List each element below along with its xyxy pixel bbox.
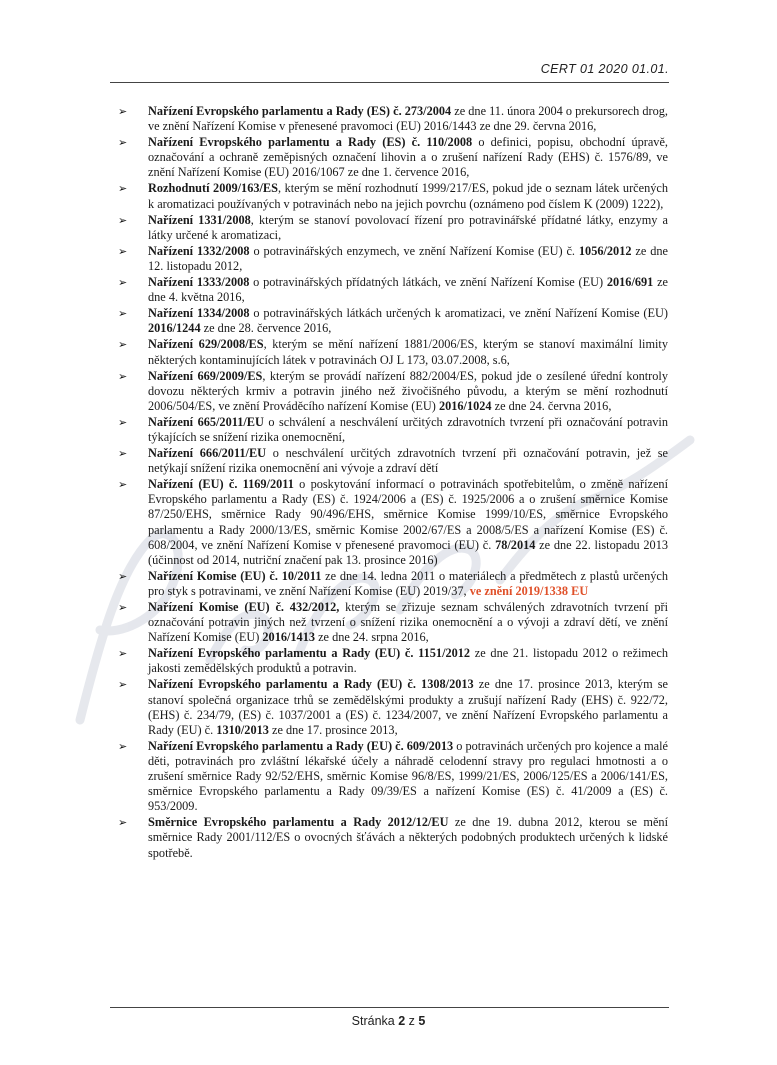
header-divider [110, 82, 669, 83]
regulation-text: ze dne 24. srpna 2016, [315, 630, 429, 645]
regulation-ref: Nařízení 665/2011/EU [148, 414, 264, 429]
regulation-text: ze dne 14. ledna 2011 o materiálech a předmětech z plastů určených pro styk s potravinami, ve znění Nařízení Komise (EU) 2019/37, [148, 568, 668, 598]
arrow-bullet-icon: ➢ [118, 447, 128, 461]
regulation-text: ze dne 17. prosince 2013, [268, 722, 398, 737]
list-item [118, 477, 668, 568]
regulation-text: o neschválení určitých zdravotních tvrzení při označování potravin, jež se netýkají snížení rizika onemocnění ani vývoje a zdraví dětí [148, 446, 668, 476]
list-item [118, 569, 668, 599]
footer-separator: z [405, 1014, 419, 1028]
list-item [118, 306, 668, 336]
regulation-ref: Nařízení Komise (EU) č. 432/2012, [148, 600, 340, 614]
regulation-ref: Směrnice Evropského parlamentu a Rady 2012/12/EU [148, 815, 449, 830]
regulation-ref: Nařízení Evropského parlamentu a Rady (ES) č. 273/2004 [148, 104, 452, 118]
arrow-bullet-icon: ➢ [118, 816, 128, 830]
arrow-bullet-icon: ➢ [118, 136, 128, 150]
arrow-bullet-icon: ➢ [118, 307, 128, 321]
list-item [118, 739, 668, 814]
arrow-bullet-icon: ➢ [118, 182, 128, 196]
regulation-ref: Nařízení 1333/2008 [148, 275, 250, 290]
regulation-text: ze dne 21. listopadu 2012 o režimech jakosti zemědělských produktů a potravin. [148, 646, 668, 676]
regulation-ref: Nařízení Evropského parlamentu a Rady (EU) č. 1151/2012 [148, 646, 471, 661]
regulation-text: o potravinářských látkách určených k aromatizaci, ve znění Nařízení Komise (EU) [249, 306, 668, 321]
regulation-text: ze dne 17. prosince 2013, kterým se stanoví společná organizace trhů se zemědělskými produkty a zrušují nařízení Rady (EHS) č. 922/72, (EHS) č. 234/79, (ES) č. 1037/2001 a (ES) č. 1234/2007, ve znění Nařízení Evropského parlamentu a Rady (EU) č. [148, 677, 669, 737]
regulation-ref: Nařízení 669/2009/ES [148, 368, 263, 383]
regulation-text: o poskytování informací o potravinách spotřebitelům, o změně nařízení Evropského parlamentu a Rady (ES) č. 1924/2006 a (ES) č. 1925/2006 a o zrušení směrnice Komise 87/250/EHS, směrnice Rady 90/496/EHS, směrnice Komise 1999/10/ES, směrnice Evropského parlamentu a Rady 2000/13/ES, směrnic Komise 2002/67/ES a 2008/5/ES a nařízení Komise (ES) č. 608/2004, ve znění Nařízení Komise v přenesené pravomoci (EU) č. [148, 477, 668, 552]
list-item [118, 213, 668, 243]
regulation-ref: 2016/1244 [148, 321, 201, 336]
arrow-bullet-icon: ➢ [118, 276, 128, 290]
regulation-text: , kterým se mění nařízení 1881/2006/ES, kterým se stanoví maximální limity některých kontaminujících látek v potravinách OJ L 173, 03.07.2008, s.6, [148, 337, 668, 367]
regulation-text: , kterým se mění rozhodnutí 1999/217/ES, pokud jde o seznam látek určených k aromatizaci používaných v potravinách nebo na jejich povrchu (oznámeno pod číslem K (2009) 1222), [148, 181, 668, 211]
arrow-bullet-icon: ➢ [118, 369, 128, 383]
regulation-text: o potravinách určených pro kojence a malé děti, potravinách pro zvláštní lékařské účely a náhradě celodenní stravy pro regulaci hmotnosti a o zrušení směrnice Rady 92/52/EHS, směrnic Komise 96/8/ES, 1999/21/ES, 2006/125/ES a 2006/141/ES, směrnice Evropského parlamentu a Rady 09/39/ES a nařízení Komise (ES) č. 41/2009 a (ES) č. 953/2009. [148, 738, 668, 814]
footer-page-number: 2 [398, 1014, 406, 1028]
regulation-text: kterým se zřizuje seznam schválených zdravotních tvrzení při označování potravin jiných než tvrzení o snížení rizika onemocnění a o vývoji a zdraví dětí, ve znění Nařízení Komise (EU) [148, 600, 668, 645]
arrow-bullet-icon: ➢ [118, 105, 128, 118]
list-item [118, 275, 668, 305]
footer-divider [110, 1007, 669, 1008]
regulation-text: ze dne 28. července 2016, [200, 321, 332, 336]
regulation-ref: Nařízení 629/2008/ES [148, 337, 264, 352]
regulation-ref: Nařízení Evropského parlamentu a Rady (ES) č. 110/2008 [148, 135, 473, 150]
list-item [118, 446, 668, 476]
regulation-ref: 2016/1024 [438, 398, 492, 413]
regulation-ref: Rozhodnutí 2009/163/ES [148, 181, 278, 196]
document-code: CERT 01 2020 01.01. [540, 62, 669, 76]
list-item [118, 415, 668, 445]
regulation-ref: 1310/2013 [216, 722, 269, 737]
regulation-text: o potravinářských přídatných látkách, ve znění Nařízení Komise (EU) [249, 275, 607, 290]
list-item [118, 244, 668, 274]
arrow-bullet-icon: ➢ [118, 244, 128, 258]
list-item [118, 677, 668, 737]
footer-page-total: 5 [418, 1014, 426, 1028]
list-item [118, 369, 668, 414]
regulation-text: o potravinářských enzymech, ve znění Nařízení Komise (EU) č. [249, 243, 579, 258]
regulation-ref: Nařízení Komise (EU) č. 10/2011 [148, 568, 322, 583]
regulation-ref: 2016/691 [606, 275, 654, 290]
regulation-text: ze dne 11. února 2004 o prekursorech drog, ve znění Nařízení Komise v přenesené pravomoci (EU) 2016/1443 ze dne 29. června 2016, [148, 104, 668, 134]
list-item [118, 337, 668, 367]
arrow-bullet-icon: ➢ [118, 647, 128, 661]
regulation-ref: Nařízení 1332/2008 [148, 243, 250, 258]
regulation-text: ze dne 12. listopadu 2012, [148, 243, 668, 273]
regulation-ref: Nařízení Evropského parlamentu a Rady (EU) č. 1308/2013 [148, 677, 474, 692]
list-item [118, 135, 668, 180]
footer-prefix: Stránka [351, 1014, 399, 1028]
regulation-ref: Nařízení (EU) č. 1169/2011 [148, 477, 294, 492]
arrow-bullet-icon: ➢ [118, 415, 128, 429]
regulation-text: , kterým se provádí nařízení 882/2004/ES, pokud jde o zesílené úřední kontroly dovozu některých krmiv a potravin jiného než živočišného původu, a kterým se mění rozhodnutí 2006/504/ES, ve znění Prováděcího nařízení Komise (EU) [148, 368, 668, 413]
page-footer [0, 1014, 777, 1028]
regulation-ref: 2016/1413 [262, 630, 315, 645]
regulation-text: ze dne 19. dubna 2012, kterou se mění směrnice Rady 2001/112/ES o ovocných šťávách a některých podobných produktech určených k lidské spotřebě. [148, 815, 668, 860]
regulation-text: , kterým se stanoví povolovací řízení pro potravinářské přídatné látky, enzymy a látky určené k aromatizaci, [148, 212, 668, 242]
regulation-text: o schválení a neschválení určitých zdravotních tvrzení při označování potravin týkajících se snížení rizika onemocnění, [148, 414, 668, 444]
regulation-text: o definici, popisu, obchodní úpravě, označování a ochraně zeměpisných označení lihovin a o zrušení nařízení Rady (EHS) č. 1576/89, ve znění Nařízení Komise (EU) 2016/1067 ze dne 1. července 2016, [148, 135, 668, 180]
list-item [118, 104, 668, 134]
regulation-text: ze dne 4. května 2016, [148, 275, 668, 305]
regulation-ref: Nařízení 666/2011/EU [148, 446, 267, 461]
arrow-bullet-icon: ➢ [118, 678, 128, 692]
list-item [118, 181, 668, 211]
regulation-text: ze dne 24. června 2016, [491, 398, 612, 413]
arrow-bullet-icon: ➢ [118, 213, 128, 227]
arrow-bullet-icon: ➢ [118, 739, 128, 753]
arrow-bullet-icon: ➢ [118, 601, 128, 614]
regulation-ref: Nařízení 1334/2008 [148, 306, 250, 321]
list-item [118, 600, 668, 645]
list-item [118, 646, 668, 676]
regulation-text: ze dne 22. listopadu 2013 (účinnost od 2014, nutriční značení pak 13. prosince 2016) [148, 537, 668, 567]
regulation-ref: 78/2014 [495, 537, 536, 552]
amendment-highlight: ve znění 2019/1338 EU [469, 583, 589, 598]
arrow-bullet-icon: ➢ [118, 478, 128, 492]
regulation-ref: Nařízení 1331/2008 [148, 212, 251, 227]
regulations-list [118, 104, 668, 862]
list-item [118, 815, 668, 860]
regulation-ref: 1056/2012 [578, 243, 632, 258]
regulation-ref: Nařízení Evropského parlamentu a Rady (EU) č. 609/2013 [148, 738, 454, 753]
arrow-bullet-icon: ➢ [118, 338, 128, 352]
arrow-bullet-icon: ➢ [118, 569, 128, 583]
